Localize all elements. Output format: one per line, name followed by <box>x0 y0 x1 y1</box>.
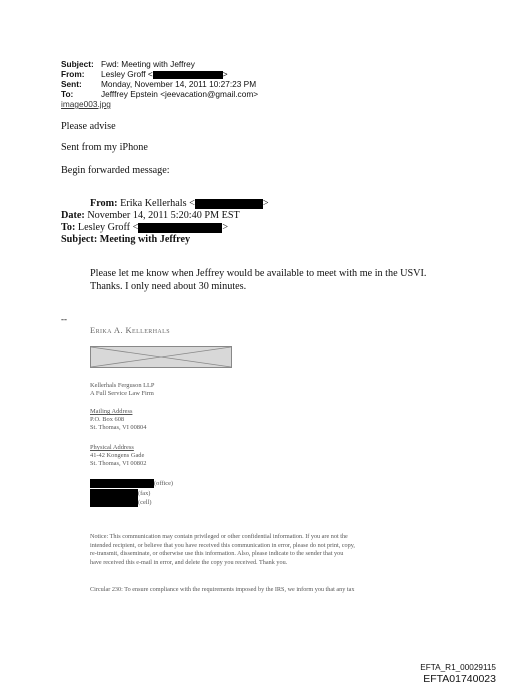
email-header <box>61 59 301 111</box>
document-id: EFTA_R1_00029115 <box>420 663 496 672</box>
firm-tagline: A Full Service Law Firm <box>90 390 154 397</box>
subject-value: Fwd: Meeting with Jeffrey <box>101 59 195 69</box>
body-line-advise: Please advise <box>61 121 116 132</box>
from-value: Lesley Groff < > <box>101 69 228 79</box>
to-label: To: <box>61 89 74 99</box>
body-line-forwarded: Begin forwarded message: <box>61 165 170 176</box>
physical-address-label: Physical Address <box>90 444 134 451</box>
phone-cell-row: (cell) <box>90 498 151 507</box>
circular-230-line: Circular 230: To ensure compliance with the requirements imposed by the IRS, we inform you that any tax <box>90 586 355 593</box>
fwd-from-value: Erika Kellerhals < <box>120 198 195 209</box>
broken-image-icon <box>90 346 232 368</box>
notice-line-2: intended recipient, or believe that you have received this communication in error, please do not print, copy, <box>90 541 355 549</box>
bates-number: EFTA01740023 <box>423 673 496 685</box>
mailing-line-1: P.O. Box 608 <box>90 416 125 423</box>
fwd-subject-value: Meeting with Jeffrey <box>99 234 191 245</box>
fwd-date-label: Date: <box>61 210 85 221</box>
physical-line-1: 41-42 Kongens Gade <box>90 452 145 459</box>
message-line-1: Please let me know when Jeffrey would be available to meet with me in the USVI. <box>90 268 427 279</box>
sent-value: Monday, November 14, 2011 10:27:23 PM <box>101 79 257 89</box>
notice-line-3: re-transmit, disseminate, or otherwise use this information. Also, please indicate to the sender that you <box>90 550 344 557</box>
physical-line-2: St. Thomas, VI 00802 <box>90 460 147 467</box>
signature-separator: -- <box>61 314 67 324</box>
redaction-bar <box>195 199 263 209</box>
fwd-from-label: From: <box>90 198 118 209</box>
fwd-to-label: To: <box>61 222 76 233</box>
mailing-line-2: St. Thomas, VI 00804 <box>90 424 147 431</box>
redaction-bar <box>138 223 222 233</box>
body-line-iphone: Sent from my iPhone <box>61 142 148 153</box>
fwd-subject-row <box>61 234 190 245</box>
redaction-bar <box>153 71 223 79</box>
fwd-subject-label: Subject: <box>61 234 98 245</box>
sent-label: Sent: <box>61 79 82 89</box>
fwd-date-value: November 14, 2011 5:20:40 PM EST <box>87 210 240 221</box>
to-value: Jefffrey Epstein <jeevacation@gmail.com> <box>101 89 259 99</box>
redaction-bar <box>90 489 138 498</box>
phone-office-row: (office) <box>90 479 173 488</box>
signature-name: Erika A. Kellerhals <box>90 325 170 335</box>
notice-line-1: Notice: This communication may contain privileged or other confidential information. If you are not the <box>90 533 348 540</box>
from-label: From: <box>61 69 85 79</box>
subject-label: Subject: <box>61 59 94 69</box>
mailing-address-label: Mailing Address <box>90 408 133 415</box>
redaction-bar <box>90 498 138 507</box>
fwd-from-row: From: Erika Kellerhals < > <box>90 198 269 209</box>
phone-fax-row: (fax) <box>90 489 150 498</box>
redaction-bar <box>90 479 154 488</box>
firm-name: Kellerhals Ferguson LLP <box>90 382 155 389</box>
fwd-date-row <box>61 210 240 221</box>
fwd-to-value: Lesley Groff < <box>77 222 139 233</box>
notice-line-4: have received this e-mail in error, and delete the copy you received. Thank you. <box>90 558 288 566</box>
logo-placeholder <box>90 346 232 368</box>
attachment-link[interactable]: image003.jpg <box>61 99 111 109</box>
message-line-2: Thanks. I only need about 30 minutes. <box>90 281 247 292</box>
fwd-to-row: To: Lesley Groff < > <box>61 222 229 233</box>
